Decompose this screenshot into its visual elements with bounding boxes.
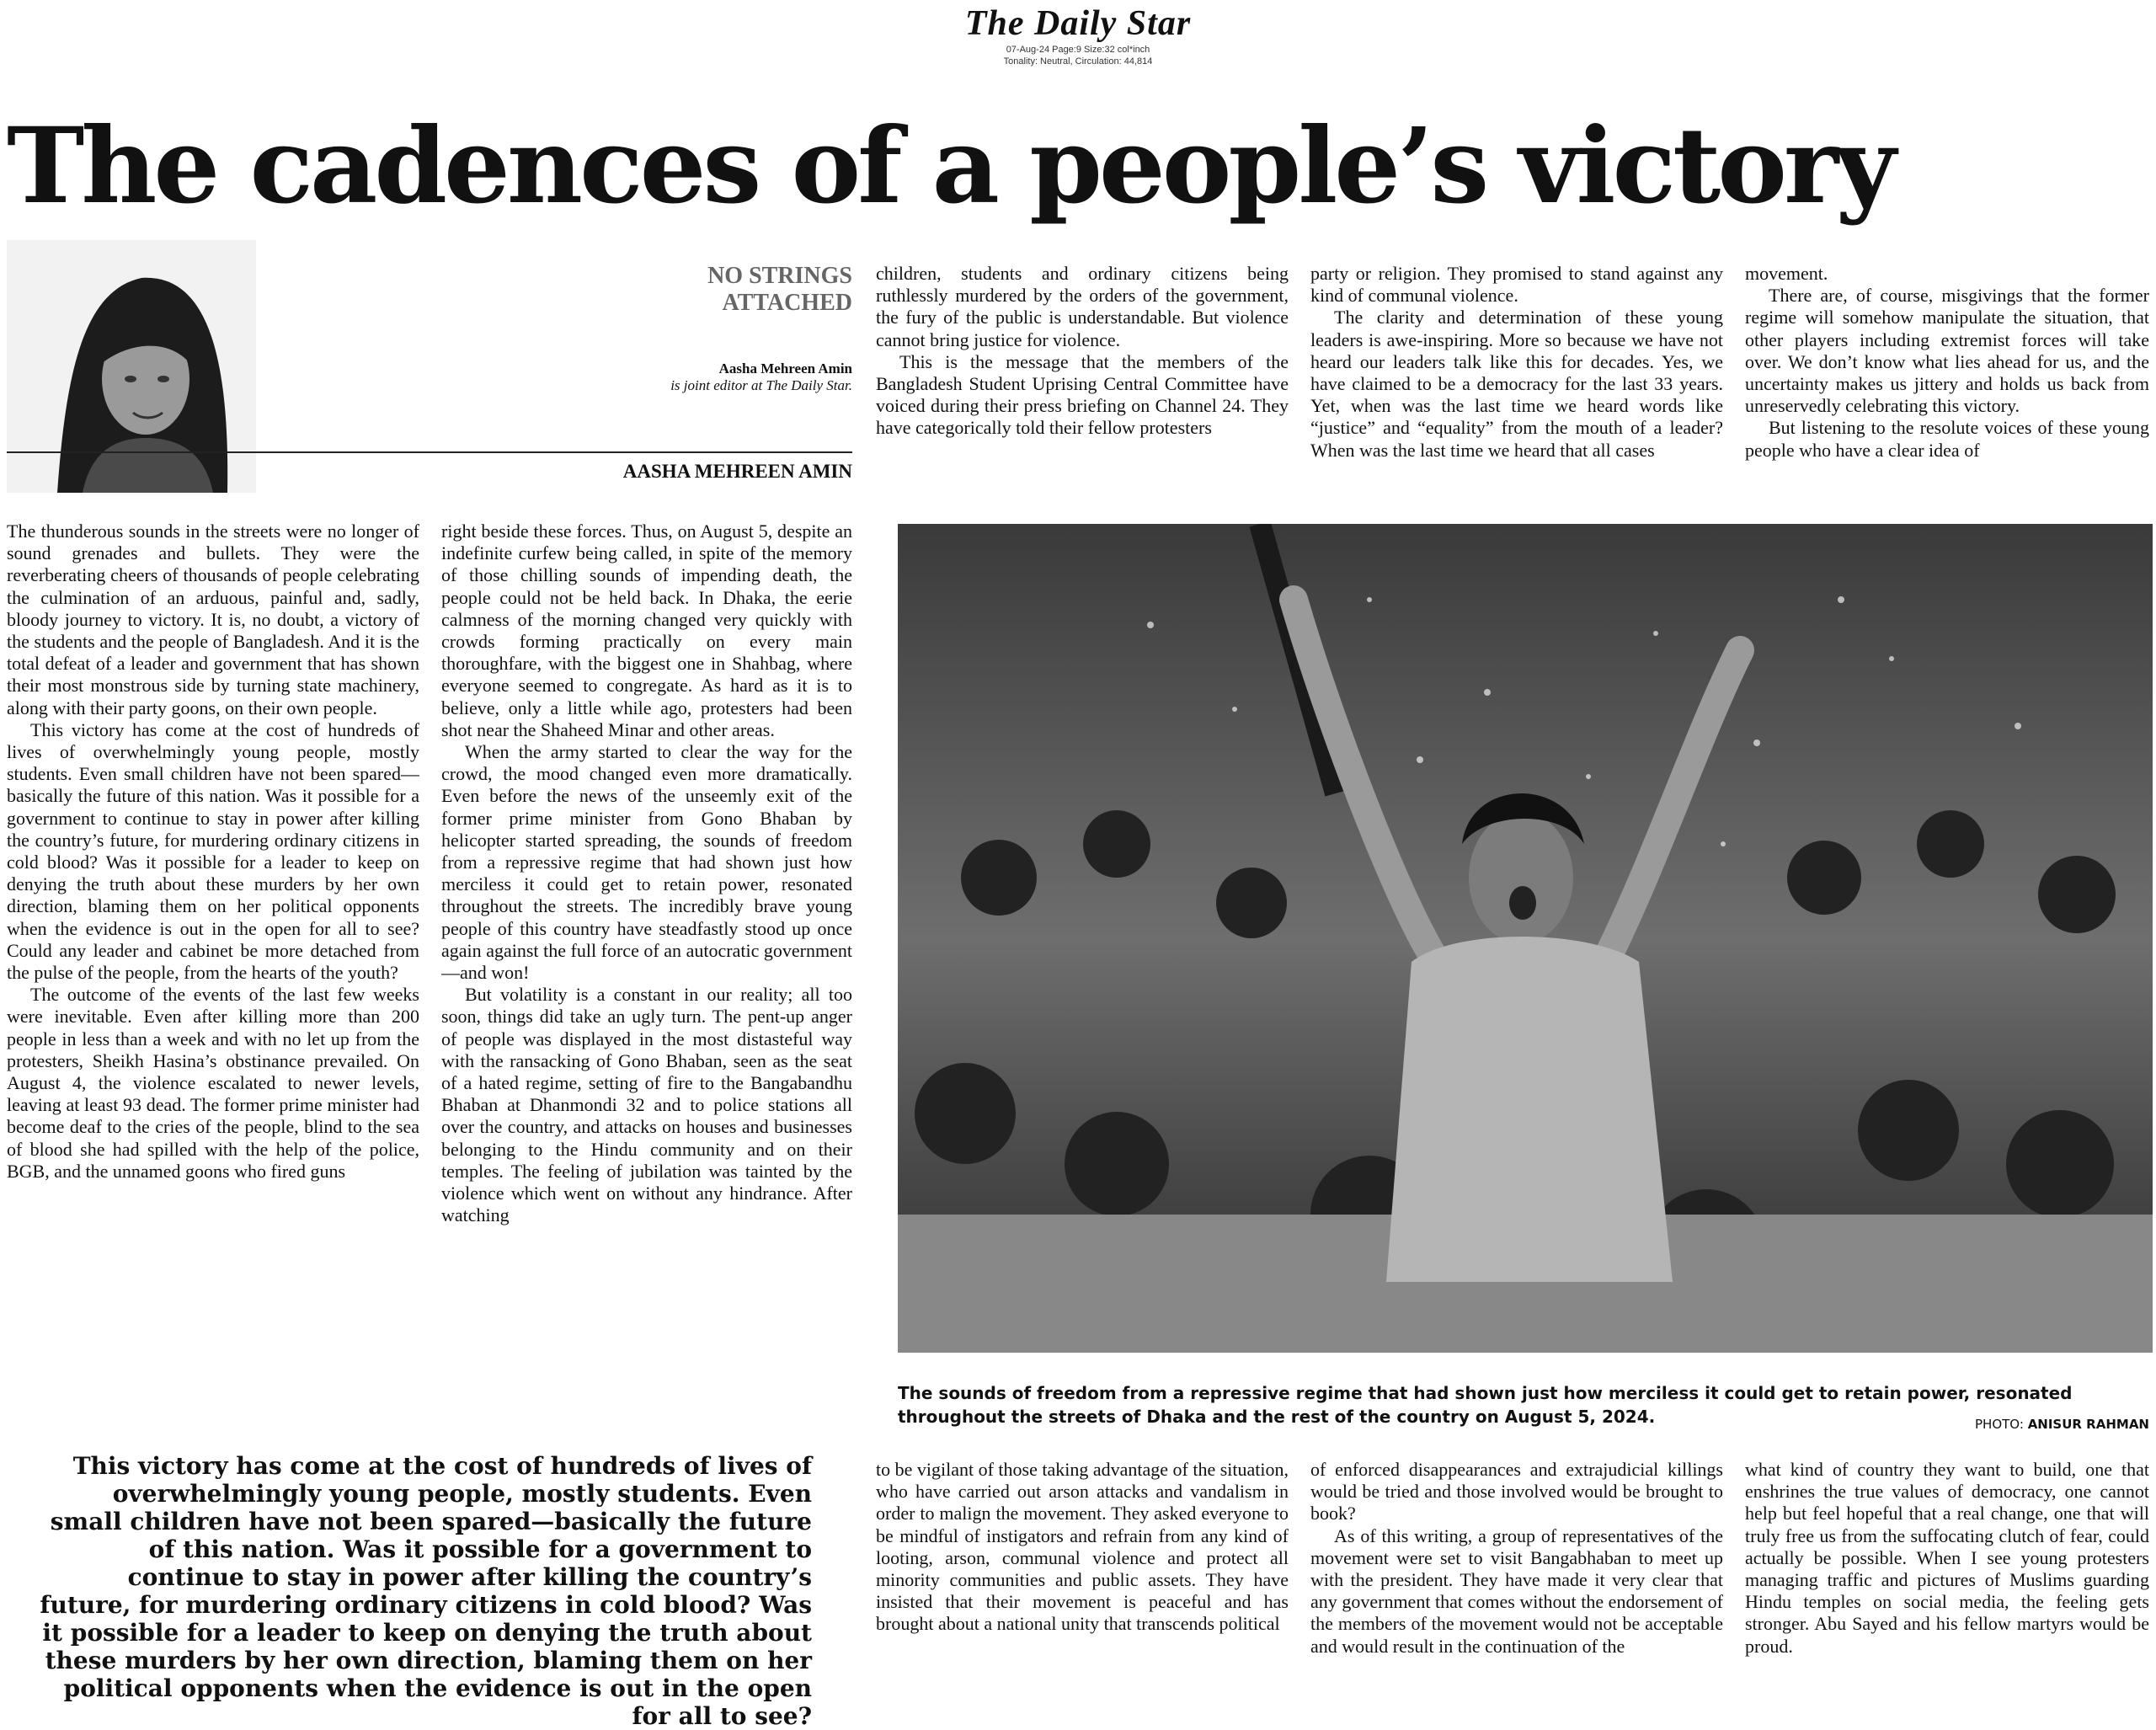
- column-kicker: [606, 263, 852, 317]
- paragraph: The thunderous sounds in the streets were no longer of sound grenades and bullets. They were the reverberating cheers of thousands of people celebrating the culmination of an arduous, painful and, sadly, bloody journey to victory. It is, no doubt, a victory of the students and the people of Bangladesh. And it is the total defeat of a leader and government that has shown their most monstrous side by turning state machinery, along with their party goons, on their own people.: [7, 521, 419, 718]
- body-column-2: [441, 521, 852, 1405]
- paragraph: The clarity and determination of these young leaders is awe-inspiring. More so because we have not heard our leaders talk like this for decades. Yes, we have claimed to be a democracy for the last 33 years. Yet, when was the last time we heard words like “justice” and “equality” from the mouth of a leader? When was the last time we heard that all cases: [1310, 307, 1723, 461]
- paragraph: But volatility is a constant in our reality; all too soon, things did take an ugly turn. The pent-up anger of people was displayed in the most distasteful way with the ransacking of Gono Bhaban, seen as the seat of a hated regime, setting of fire to the Bangabandhu Bhaban at Dhanmondi 32 and to police stations all over the country, and attacks on houses and businesses belonging to the Hindu community and on their temples. The feeling of jubilation was tainted by the violence which went on without any hindrance. After watching: [441, 984, 852, 1226]
- paragraph: party or religion. They promised to stand against any kind of communal violence.: [1310, 263, 1723, 307]
- clipping-meta-line-2: Tonality: Neutral, Circulation: 44,814: [1003, 56, 1153, 67]
- paragraph: This victory has come at the cost of hundreds of lives of overwhelmingly young people, mostly students. Even small children have not been spared—basically the future of this nation. Was it possible for a government to continue to stay in power after killing the country’s future, for murdering ordinary citizens in cold blood? Was it possible for a leader to keep on denying the truth about these murders by her own direction, blaming them on her political opponents when the evidence is out in the open for all to see? Could any leader and cabinet be more detached from the pulse of the people, from the hearts of the youth?: [7, 718, 419, 984]
- newspaper-logo: The Daily Star: [964, 4, 1192, 43]
- body-column-1: [7, 521, 419, 1405]
- paragraph: to be vigilant of those taking advantage of the situation, who have carried out arson attacks and vandalism in order to malign the movement. They asked everyone to be mindful of instigators and refrain from any kind of looting, arson, communal violence and protect all minority communities and public assets. They have insisted that their movement is peaceful and has brought about a national unity that transcends political: [876, 1459, 1289, 1635]
- paragraph: But listening to the resolute voices of these young people who have a clear idea of: [1745, 417, 2149, 461]
- paragraph: what kind of country they want to build, one that enshrines the true values of democracy, one cannot help but feel hopeful that a real change, one that will truly free us from the suffocating clutch of fear, could actually be possible. When I see young protesters managing traffic and pictures of Muslims guarding Hindu temples on social media, the feeling gets stronger. Abu Sayed and his fellow martyrs would be proud.: [1745, 1459, 2149, 1657]
- pull-quote: This victory has come at the cost of hundreds of lives of overwhelmingly young people, mostly students. Even small children have not been spared—basically the future of this nation. Was it possible for a government to continue to stay in power after killing the country’s future, for murdering ordinary citizens in cold blood? Was it possible for a leader to keep on denying the truth about these murders by her own direction, blaming them on her political opponents when the evidence is out in the open for all to see?: [40, 1452, 812, 1730]
- body-column-5-bottom: [1745, 1459, 2149, 1703]
- author-bio: [573, 360, 852, 394]
- paragraph: The outcome of the events of the last few weeks were inevitable. Even after killing more than 200 people in less than a week and with no let up from the protesters, Sheikh Hasina’s obstinance prevailed. On August 4, the violence escalated to newer levels, leaving at least 93 dead. The former prime minister had become deaf to the cries of the people, blind to the sea of blood she had spilled with the help of the police, BGB, and the unnamed goons who fired guns: [7, 984, 419, 1182]
- body-column-4-top: [1310, 263, 1723, 504]
- author-name: Aasha Mehreen Amin: [718, 360, 852, 376]
- paragraph: This is the message that the members of the Bangladesh Student Uprising Central Committee have voiced during their press briefing on Channel 24. They have categorically told their fellow protesters: [876, 350, 1289, 439]
- photo-credit-label: PHOTO:: [1975, 1417, 2024, 1432]
- crowd-photo-icon: [898, 524, 2153, 1353]
- paragraph: movement.: [1745, 263, 1828, 284]
- paragraph: of enforced disappearances and extrajudicial killings would be tried and those involved would be brought to book?: [1310, 1459, 1723, 1524]
- paragraph: right beside these forces. Thus, on August 5, despite an indefinite curfew being called, in spite of the memory of those chilling sounds of impending death, the people could not be held back. In Dhaka, the eerie calmness of the morning changed very quickly with crowds forming practically on every main thoroughfare, with the biggest one in Shahbag, where everyone seemed to congregate. As hard as it is to believe, only a little while ago, protesters had been shot near the Shaheed Minar and other areas.: [441, 521, 852, 740]
- body-column-3-bottom: [876, 1459, 1289, 1703]
- byline-rule: [7, 451, 852, 453]
- paragraph: There are, of course, misgivings that the former regime will somehow manipulate the situation, that other players including extremist forces will take over. We don’t know what lies ahead for us, and the uncertainty makes us jittery and holds us back from unreservedly celebrating this victory.: [1745, 285, 2149, 417]
- column-kicker-line-2: ATTACHED: [722, 290, 852, 316]
- author-description: is joint editor at The Daily Star.: [670, 377, 852, 393]
- body-column-3-top: [876, 263, 1289, 504]
- body-column-5-top: [1745, 263, 2149, 504]
- article-headline: The cadences of a people’s victory: [7, 105, 1893, 227]
- column-kicker-line-1: NO STRINGS: [707, 263, 852, 289]
- clipping-meta-line-1: 07-Aug-24 Page:9 Size:32 col*inch: [1006, 45, 1150, 55]
- body-column-4-bottom: [1310, 1459, 1723, 1703]
- byline: AASHA MEHREEN AMIN: [622, 461, 852, 482]
- paragraph: As of this writing, a group of representatives of the movement were set to visit Bangabhaban to meet up with the president. They have made it very clear that any government that comes without the endorsement of the members of the movement would not be acceptable and would result in the continuation of the: [1310, 1524, 1723, 1657]
- photo-caption: The sounds of freedom from a repressive regime that had shown just how merciless it could get to retain power, resonated throughout the streets of Dhaka and the rest of the country on August 5, 2024.: [898, 1383, 2073, 1427]
- paragraph: When the army started to clear the way for the crowd, the mood changed even more dramatically. Even before the news of the unseemly exit of the former prime minister from Gono Bhaban by helicopter started spreading, the sounds of freedom from a repressive regime that had shown just how merciless it could get to retain power, resonated throughout the streets. The incredibly brave young people of this country have steadfastly stood up once again against the full force of an autocratic government—and won!: [441, 741, 852, 984]
- photo-credit-name: ANISUR RAHMAN: [2027, 1417, 2149, 1432]
- author-portrait-icon: [7, 240, 256, 493]
- paragraph: children, students and ordinary citizens being ruthlessly murdered by the orders of the government, the fury of the public is understandable. But violence cannot bring justice for violence.: [876, 263, 1289, 350]
- photo-credit: [1975, 1417, 2149, 1432]
- masthead: [926, 3, 1230, 67]
